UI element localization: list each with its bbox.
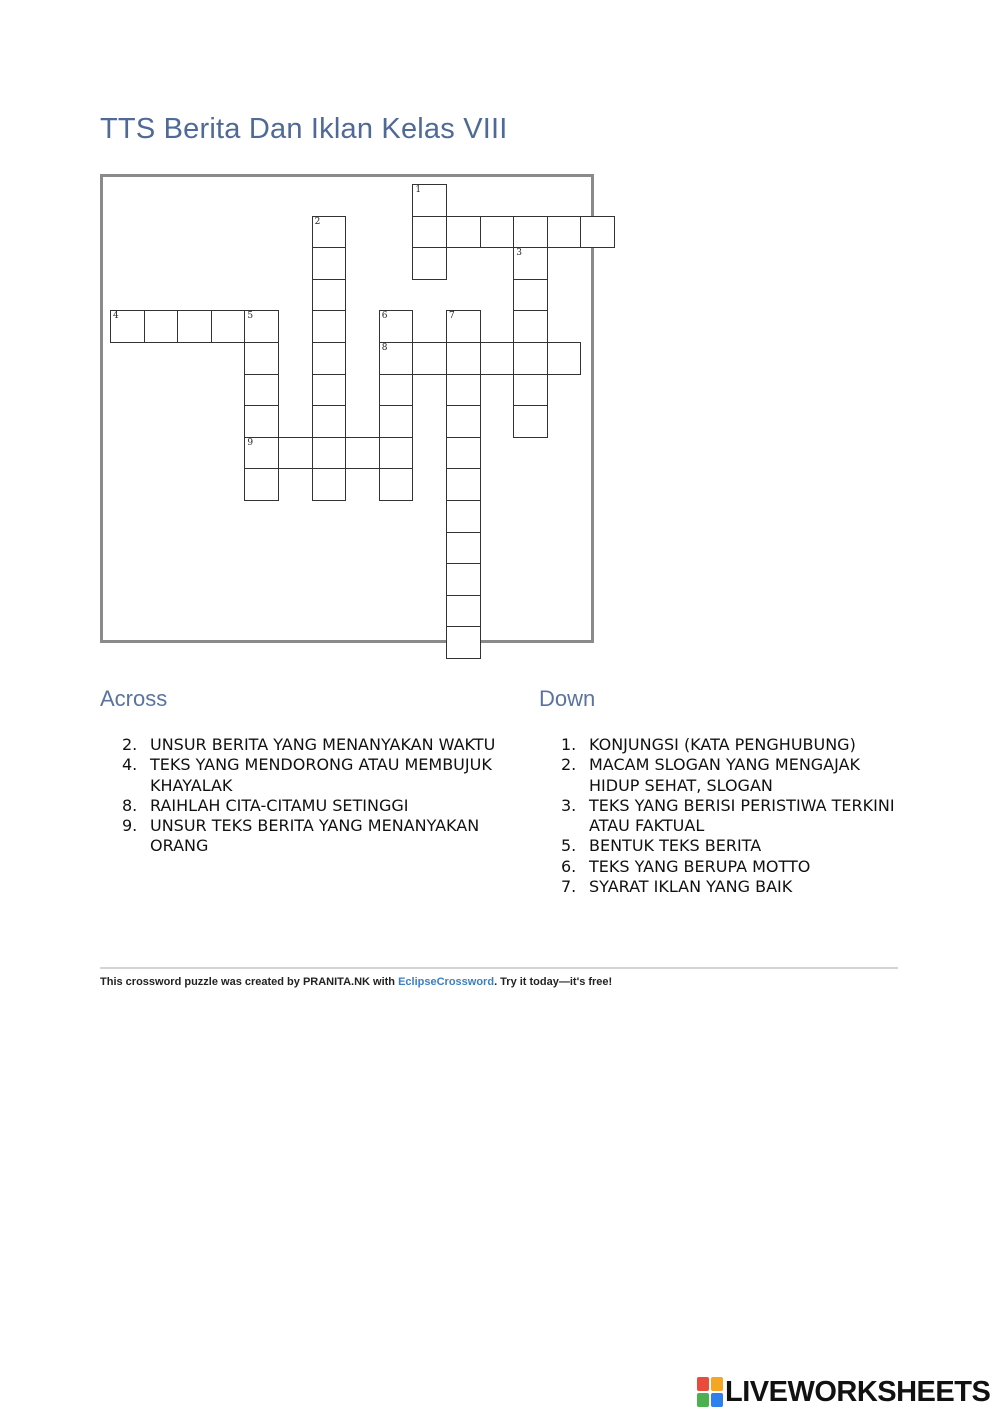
across-heading: Across	[100, 686, 168, 711]
crossword-grid	[100, 174, 594, 643]
crossword-cell[interactable]	[278, 437, 313, 470]
crossword-cell[interactable]	[379, 310, 414, 343]
crossword-cell[interactable]	[446, 500, 481, 533]
clue-number: 3.	[561, 795, 577, 815]
crossword-cell[interactable]	[244, 374, 279, 407]
crossword-cell[interactable]	[312, 437, 347, 470]
crossword-cell[interactable]	[412, 342, 447, 375]
clue-number-label: 4	[113, 311, 119, 322]
clue-text: KONJUNGSI (KATA PENGHUBUNG)	[589, 735, 856, 754]
crossword-cell[interactable]	[211, 310, 246, 343]
down-clue	[539, 735, 909, 755]
crossword-cell[interactable]	[412, 247, 447, 280]
clue-number-label: 5	[247, 311, 254, 322]
crossword-cell[interactable]	[446, 374, 481, 407]
crossword-cell[interactable]	[379, 374, 414, 407]
footer-credit	[100, 976, 612, 988]
crossword-cell[interactable]	[446, 342, 481, 375]
crossword-cell[interactable]	[513, 310, 548, 343]
clue-text: SYARAT IKLAN YANG BAIK	[589, 877, 793, 897]
crossword-cell[interactable]	[312, 216, 347, 249]
crossword-cell[interactable]	[446, 532, 481, 565]
crossword-cell[interactable]	[513, 279, 548, 312]
clue-number: 6.	[561, 856, 577, 876]
logo-block-v	[697, 1393, 709, 1407]
crossword-cell[interactable]	[379, 437, 414, 470]
crossword-cell[interactable]	[480, 216, 515, 249]
crossword-cell[interactable]	[244, 405, 279, 438]
down-clue	[539, 836, 909, 856]
crossword-cell[interactable]	[446, 437, 481, 470]
crossword-cell[interactable]	[480, 342, 515, 375]
clue-text: TEKS YANG MENDORONG ATAU MEMBUJUK KHAYALAK	[150, 755, 492, 795]
clue-number: 2.	[122, 735, 138, 754]
crossword-cell[interactable]	[412, 184, 447, 217]
crossword-cell[interactable]	[244, 437, 279, 470]
down-clue-list	[539, 735, 909, 897]
crossword-cell[interactable]	[513, 216, 548, 249]
clue-number-label: 2	[314, 216, 321, 227]
down-clue	[539, 796, 909, 837]
liveworksheets-logo-icon	[697, 1377, 723, 1407]
down-clue	[539, 857, 909, 877]
crossword-cell[interactable]	[547, 216, 582, 249]
clue-number: 8.	[122, 795, 138, 815]
crossword-cell[interactable]	[379, 342, 414, 375]
clue-number: 2.	[561, 755, 577, 775]
crossword-cell[interactable]	[312, 342, 347, 375]
crossword-cell[interactable]	[446, 216, 481, 249]
across-clue	[100, 796, 500, 816]
clue-number-label: 3	[516, 248, 522, 259]
crossword-cell[interactable]	[446, 468, 481, 501]
clue-number: 7.	[561, 877, 577, 897]
crossword-cell[interactable]	[144, 310, 179, 343]
crossword-cell[interactable]	[513, 247, 548, 280]
crossword-cell[interactable]	[312, 468, 347, 501]
down-clue	[539, 755, 909, 796]
logo-block-l	[697, 1377, 709, 1391]
crossword-cell[interactable]	[446, 595, 481, 628]
clue-number: 1.	[561, 735, 577, 754]
clue-text: MACAM SLOGAN YANG MENGAJAK HIDUP SEHAT, SLOGAN	[589, 755, 860, 795]
crossword-cell[interactable]	[345, 437, 380, 470]
brand-name: LIVEWORKSHEETS	[725, 1376, 991, 1408]
clue-number: 9.	[122, 816, 138, 836]
eclipsecrossword-link[interactable]: EclipseCrossword	[398, 976, 495, 988]
crossword-cell[interactable]	[547, 342, 582, 375]
clue-text: TEKS YANG BERISI PERISTIWA TERKINI ATAU FAKTUAL	[589, 795, 895, 836]
crossword-cell[interactable]	[446, 405, 481, 438]
crossword-cell[interactable]	[412, 216, 447, 249]
crossword-cell[interactable]	[513, 374, 548, 407]
crossword-cell[interactable]	[580, 216, 615, 249]
clue-text: UNSUR TEKS BERITA YANG MENANYAKAN ORANG	[150, 816, 480, 856]
clue-number: 4.	[122, 755, 138, 775]
crossword-cell[interactable]	[177, 310, 212, 343]
across-clue	[100, 735, 500, 755]
page-title: TTS Berita Dan Iklan Kelas VIII	[100, 113, 508, 145]
crossword-cell[interactable]	[312, 405, 347, 438]
crossword-cell[interactable]	[244, 310, 279, 343]
crossword-cell[interactable]	[312, 279, 347, 312]
crossword-cell[interactable]	[110, 310, 145, 343]
footer-suffix: . Try it today—it's free!	[494, 976, 613, 988]
clue-text: RAIHLAH CITA-CITAMU SETINGGI	[150, 795, 409, 815]
crossword-cell[interactable]	[446, 310, 481, 343]
logo-block-e	[711, 1393, 723, 1407]
clue-number-label: 9	[247, 437, 254, 448]
crossword-cell[interactable]	[312, 247, 347, 280]
footer-prefix: This crossword puzzle was created by PRANITA.NK with	[100, 976, 399, 988]
clue-number-label: 8	[381, 343, 388, 353]
clue-number-label: 7	[449, 311, 455, 322]
across-clue-list	[100, 735, 500, 857]
logo-block-i	[711, 1377, 723, 1391]
clue-text: BENTUK TEKS BERITA	[589, 836, 762, 856]
crossword-cell[interactable]	[312, 374, 347, 407]
crossword-cell[interactable]	[379, 468, 414, 501]
crossword-cell[interactable]	[379, 405, 414, 438]
crossword-cell[interactable]	[446, 563, 481, 596]
crossword-cell[interactable]	[513, 342, 548, 375]
down-clue	[539, 877, 909, 897]
clue-number: 5.	[561, 836, 577, 856]
crossword-cell[interactable]	[513, 405, 548, 438]
liveworksheets-brand[interactable]	[697, 1374, 990, 1410]
crossword-cell[interactable]	[244, 468, 279, 501]
crossword-cell[interactable]	[312, 310, 347, 343]
clue-number-label: 6	[381, 311, 388, 322]
clue-text: UNSUR BERITA YANG MENANYAKAN WAKTU	[150, 735, 496, 754]
down-heading: Down	[539, 686, 596, 711]
clue-number-label: 1	[415, 185, 422, 195]
clue-text: TEKS YANG BERUPA MOTTO	[589, 856, 811, 876]
across-clue	[100, 816, 500, 857]
crossword-cell[interactable]	[244, 342, 279, 375]
across-clue	[100, 755, 500, 796]
crossword-cell[interactable]	[446, 626, 481, 659]
footer-divider	[100, 967, 898, 969]
